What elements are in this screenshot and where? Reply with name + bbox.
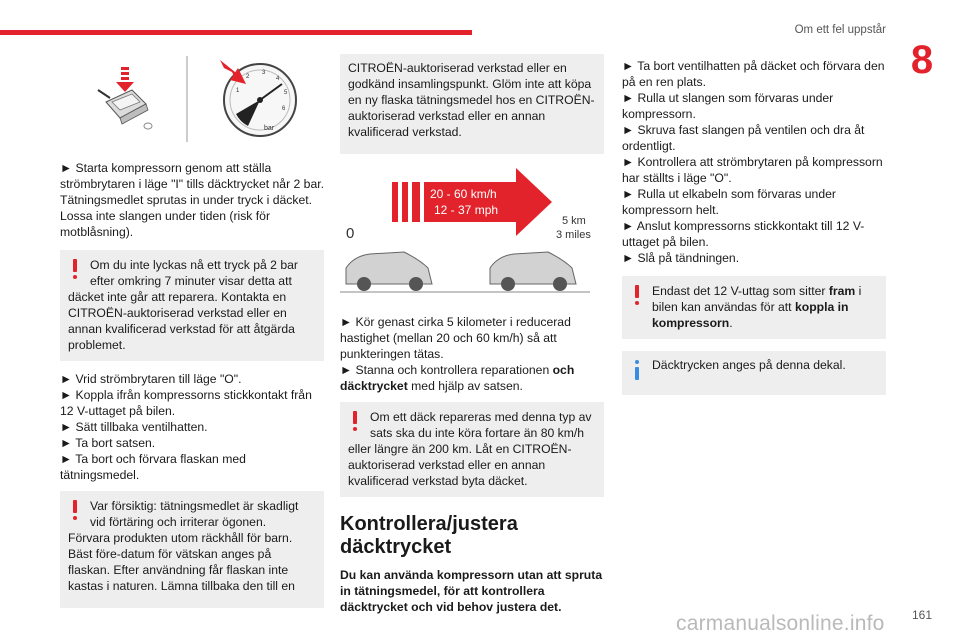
info-note-text: Däcktrycken anges på denna dekal. [652, 358, 846, 372]
gauge-tick-1: 1 [236, 88, 240, 94]
warning-note-speed-limit [340, 402, 604, 497]
warning-note-pressure-first: Om du inte lyckas nå ett tryck på 2 bar efter omkring 7 minuter visar detta att [90, 258, 298, 288]
speed-mph-label: 12 - 37 mph [434, 203, 499, 217]
drive-instructions [340, 314, 604, 394]
warning-note-speed-first: Om ett däck repareras med denna typ av sats ska du inte köra fortare än 80 km/h [370, 410, 592, 440]
speed-distance-illustration [340, 164, 604, 302]
gauge-tick-5: 5 [284, 90, 288, 96]
warning-icon [634, 285, 640, 305]
steps-list-3 [622, 58, 886, 266]
column-2 [340, 54, 604, 615]
step-item: ► Koppla ifrån kompressorns stickkontakt från 12 V-uttaget på bilen. [60, 388, 312, 418]
warning-note-socket [622, 276, 886, 339]
instruction-check-repair-a: ► Stanna och kontrollera reparationen [340, 363, 553, 377]
warning-icon [72, 259, 78, 279]
warning-note-socket-c: i bilen kan användas för att [652, 284, 862, 314]
column-1 [60, 54, 324, 608]
warning-note-pressure [60, 250, 324, 361]
instruction-check-repair-b: och däcktrycket [340, 363, 575, 393]
warning-note-socket-text [630, 283, 878, 331]
compressor-gauge-illustration [60, 54, 324, 146]
warning-note-sealant-first: Var försiktig: tätningsmedlet är skadligt vid förtäring och irriterar ögonen. [90, 499, 299, 529]
warning-icon [352, 411, 358, 431]
info-icon [634, 360, 640, 380]
warning-note-sealant-rest: Förvara produkten utom räckhåll för barn. Bäst före-datum för vätskan anges på flaskan. Efter användning får flaskan inte kastas i naturen. Lämna tillbaka den till en [68, 531, 295, 593]
step-item: ► Anslut kompressorns stickkontakt till 12 V-uttaget på bilen. [622, 219, 865, 249]
instruction-start-compressor: ► Starta kompressorn genom att ställa strömbrytaren i läge "I" tills däcktrycket når 2 bar. Tätningsmedlet sprutas in under tryck i däcket. Lossa inte slangen under tiden (risk för motblåsning). [60, 161, 325, 239]
gauge-tick-3: 3 [262, 70, 266, 76]
warning-note-socket-e: . [729, 316, 733, 330]
watermark: carmanualsonline.info [676, 612, 885, 635]
warning-icon [72, 500, 78, 520]
step-item: ► Kontrollera att strömbrytaren på kompressorn har ställts i läge "O". [622, 155, 883, 185]
warning-note-speed-rest: eller längre än 200 km. Låt en CITROËN-auktoriserad verkstad eller en annan kvalificerad verkstad byta däcket. [348, 442, 572, 488]
distance-km-label: 5 km [562, 215, 586, 227]
section-lead: Du kan använda kompressorn utan att spruta in tätningsmedel, för att kontrollera däcktrycket och vid behov justera det. [340, 568, 603, 614]
gauge-tick-6: 6 [282, 106, 286, 112]
section-heading: Kontrollera/justera däcktrycket [340, 513, 518, 558]
warning-note-socket-b: fram [828, 284, 856, 298]
warning-note-pressure-rest: däcket inte går att reparera. Kontakta en CITROËN-auktoriserad verkstad eller en annan kvalificerad verkstad för att åtgärda problemet. [68, 290, 295, 352]
info-note-tyre-label [622, 351, 886, 395]
gauge-tick-4: 4 [276, 76, 280, 82]
note-continued-text: CITROËN-auktoriserad verkstad eller en godkänd insamlingspunkt. Glöm inte att köpa en ny flaska tätningsmedel hos en CITROËN-auktoriserad verkstad eller en annan kvalificerad verkstad. [348, 61, 595, 139]
distance-start-label: 0 [346, 225, 355, 242]
instruction-check-repair-c: med hjälp av satsen. [407, 379, 523, 393]
distance-miles-label: 3 miles [556, 229, 591, 241]
chapter-number: 8 [910, 38, 934, 82]
step-item: ► Ta bort och förvara flaskan med tätningsmedel. [60, 452, 246, 482]
warning-note-socket-d: koppla in kompressorn [652, 300, 849, 330]
step-item: ► Rulla ut slangen som förvaras under kompressorn. [622, 91, 834, 121]
header-accent-bar [0, 30, 472, 35]
step-item: ► Ta bort ventilhatten på däcket och förvara den på en ren plats. [622, 59, 885, 89]
step-item: ► Ta bort satsen. [60, 436, 156, 450]
steps-list-1 [60, 371, 324, 483]
warning-note-socket-a: Endast det 12 V-uttag som sitter [652, 284, 829, 298]
step-item: ► Vrid strömbrytaren till läge "O". [60, 372, 242, 386]
page-number: 161 [912, 608, 933, 622]
instruction-drive-5km: ► Kör genast cirka 5 kilometer i reducerad hastighet (mellan 20 och 60 km/h) så att punkteringen tätas. [340, 315, 571, 361]
speed-kmh-label: 20 - 60 km/h [430, 187, 497, 201]
gauge-unit: bar [264, 125, 275, 132]
warning-note-sealant [60, 491, 324, 608]
step-item: ► Slå på tändningen. [622, 251, 740, 265]
page-header-title: Om ett fel uppstår [794, 24, 886, 36]
step-item: ► Sätt tillbaka ventilhatten. [60, 420, 208, 434]
gauge-tick-2: 2 [246, 74, 250, 80]
instruction-check-repair [340, 362, 604, 394]
note-continued [340, 54, 604, 154]
step-item: ► Rulla ut elkabeln som förvaras under kompressorn helt. [622, 187, 836, 217]
step-item: ► Skruva fast slangen på ventilen och dra åt ordentligt. [622, 123, 865, 153]
column-3 [622, 58, 886, 395]
